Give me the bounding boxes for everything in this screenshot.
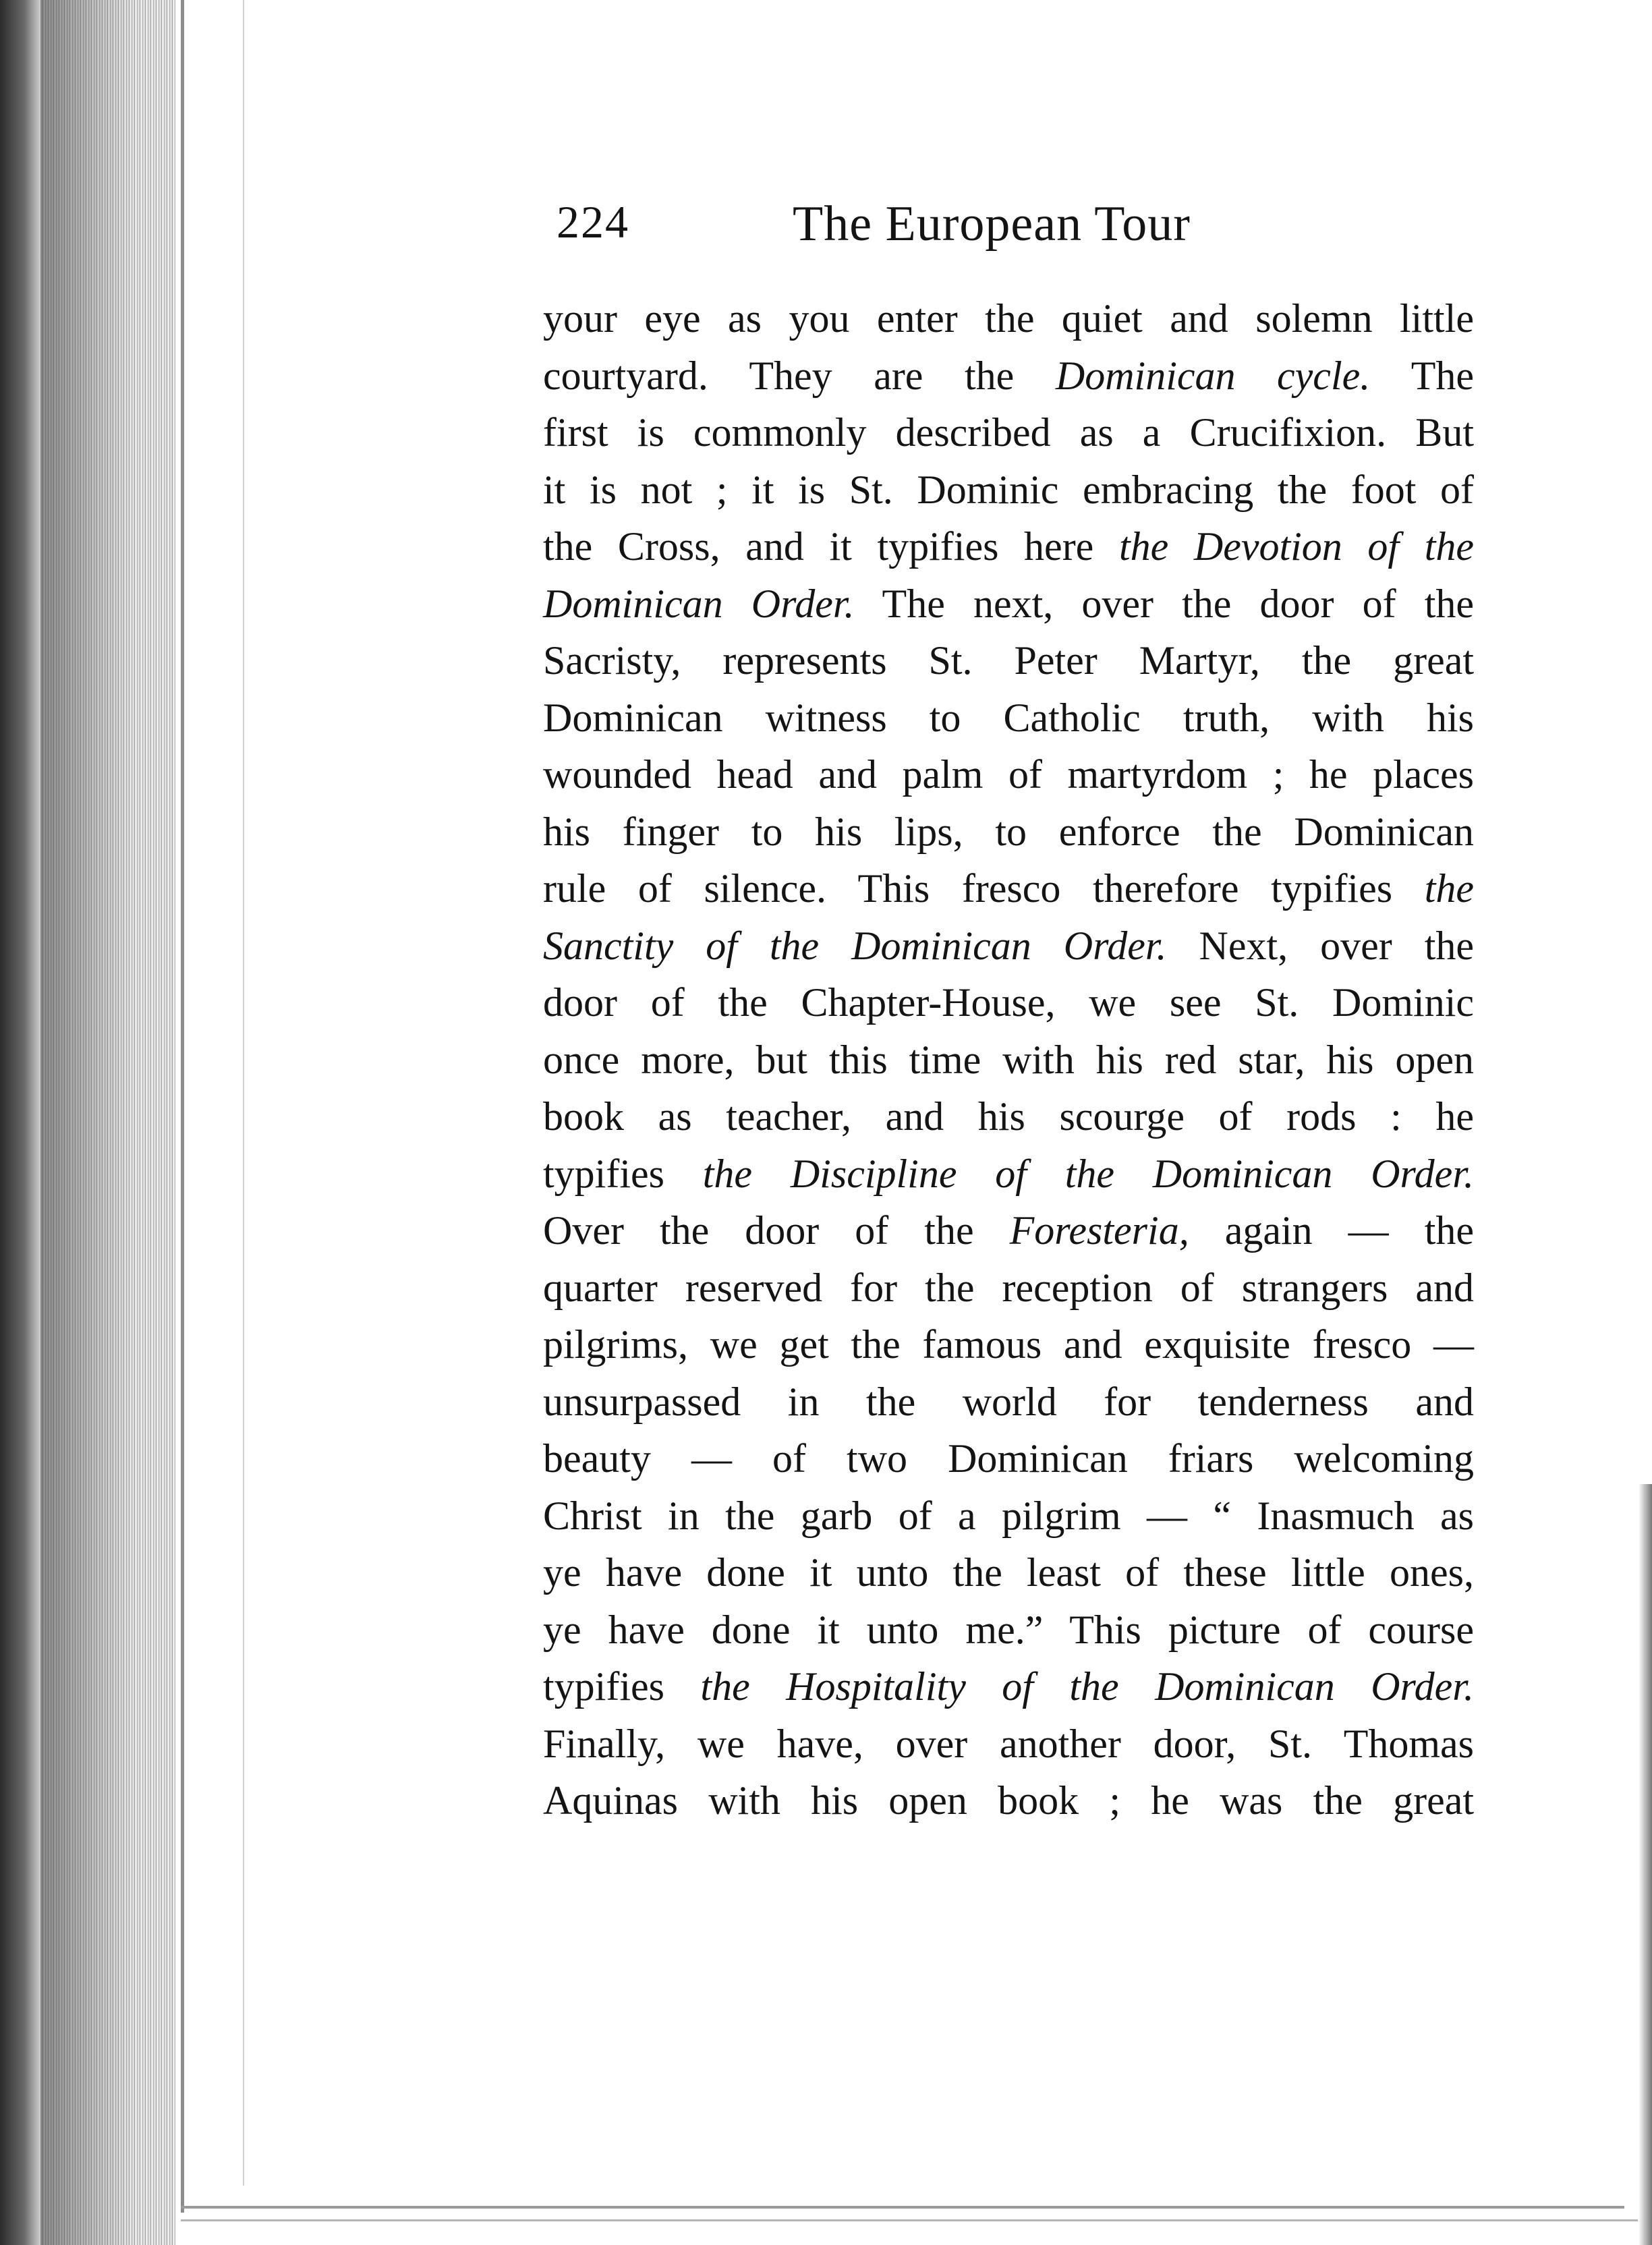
page-number: 224 bbox=[557, 196, 629, 248]
text-line-roman: door of the Chapter-House, we see St. Dominic bbox=[543, 980, 1474, 1025]
text-line-roman: ye have done it unto me.” This picture of course bbox=[543, 1607, 1474, 1652]
text-line-italic: the Devotion of the bbox=[1118, 524, 1475, 569]
text-line-roman: Over the door of the bbox=[543, 1208, 1010, 1253]
text-line-roman-tail: The bbox=[1370, 353, 1475, 398]
text-line-roman: typifies bbox=[543, 1664, 701, 1709]
text-line bbox=[543, 1772, 1474, 1829]
text-line bbox=[543, 518, 1474, 575]
text-line bbox=[543, 404, 1474, 461]
page-edge-bottom bbox=[181, 2206, 1624, 2209]
text-line-roman: beauty — of two Dominican friars welcoming bbox=[543, 1436, 1474, 1481]
text-line-roman: typifies bbox=[543, 1151, 703, 1196]
text-line-italic: Dominican cycle. bbox=[1055, 353, 1371, 398]
text-line bbox=[543, 1430, 1474, 1487]
text-line bbox=[543, 1373, 1474, 1431]
text-line bbox=[543, 917, 1474, 975]
text-line bbox=[543, 1316, 1474, 1373]
page-edge-bottom-outer bbox=[181, 2219, 1638, 2221]
text-line-italic: Foresteria, bbox=[1009, 1208, 1189, 1253]
text-line-roman: Finally, we have, over another door, St. Thomas bbox=[543, 1721, 1474, 1766]
text-line-roman-tail: The next, over the door of the bbox=[854, 581, 1474, 626]
text-line-roman: Dominican witness to Catholic truth, with his bbox=[543, 695, 1474, 740]
text-line bbox=[543, 689, 1474, 747]
text-line-roman-tail: again — the bbox=[1189, 1208, 1474, 1253]
text-line bbox=[543, 1145, 1474, 1203]
text-line-roman: Sacristy, represents St. Peter Martyr, the great bbox=[543, 638, 1474, 683]
text-line-italic: Dominican Order. bbox=[543, 581, 855, 626]
text-line bbox=[543, 347, 1474, 405]
body-text bbox=[519, 290, 1511, 1829]
text-line-roman: Aquinas with his open book ; he was the great bbox=[543, 1778, 1474, 1823]
text-line bbox=[543, 860, 1474, 917]
text-line-roman-tail: Next, over the bbox=[1166, 923, 1475, 968]
text-line bbox=[543, 1031, 1474, 1089]
text-line bbox=[543, 974, 1474, 1031]
text-line bbox=[543, 1601, 1474, 1659]
scan-margin bbox=[0, 0, 40, 2245]
text-line bbox=[543, 290, 1474, 347]
text-line-italic: Sanctity of the Dominican Order. bbox=[543, 923, 1167, 968]
text-line-roman: his finger to his lips, to enforce the Dominican bbox=[543, 809, 1474, 854]
text-line bbox=[543, 1544, 1474, 1601]
text-line bbox=[543, 575, 1474, 633]
text-line-italic: the bbox=[1424, 866, 1474, 911]
text-line bbox=[543, 746, 1474, 803]
text-line-roman: rule of silence. This fresco therefore typifies bbox=[543, 866, 1425, 911]
text-line bbox=[543, 1487, 1474, 1545]
text-line-roman: once more, but this time with his red star, his open bbox=[543, 1037, 1474, 1082]
text-line bbox=[543, 803, 1474, 861]
text-line-roman: first is commonly described as a Crucifixion. But bbox=[543, 410, 1474, 455]
page-edge-left bbox=[181, 0, 184, 2213]
text-page bbox=[519, 189, 1511, 1829]
text-line-roman: it is not ; it is St. Dominic embracing the foot of bbox=[543, 467, 1474, 512]
running-title: The European Tour bbox=[793, 196, 1191, 252]
running-head bbox=[519, 189, 1511, 290]
text-line bbox=[543, 1658, 1474, 1715]
text-line bbox=[543, 1259, 1474, 1317]
text-line-roman: ye have done it unto the least of these little ones, bbox=[543, 1550, 1474, 1595]
text-line-italic: the Discipline of the Dominican Order. bbox=[702, 1151, 1474, 1196]
text-line bbox=[543, 1715, 1474, 1773]
text-line bbox=[543, 1088, 1474, 1145]
text-line-italic: the Hospitality of the Dominican Order. bbox=[700, 1664, 1474, 1709]
text-line-roman: pilgrims, we get the famous and exquisite fresco — bbox=[543, 1322, 1474, 1367]
text-line-roman: wounded head and palm of martyrdom ; he places bbox=[543, 752, 1474, 797]
text-line-roman: Christ in the garb of a pilgrim — “ Inasmuch as bbox=[543, 1493, 1474, 1538]
text-line bbox=[543, 461, 1474, 519]
page-edge-inner bbox=[243, 0, 244, 2186]
text-line-roman: book as teacher, and his scourge of rods : he bbox=[543, 1094, 1474, 1139]
text-line-roman: quarter reserved for the reception of strangers and bbox=[543, 1265, 1474, 1310]
text-line bbox=[543, 632, 1474, 689]
text-line bbox=[543, 1202, 1474, 1259]
fore-edge-shadow bbox=[40, 0, 175, 2245]
text-line-roman: the Cross, and it typifies here bbox=[543, 524, 1119, 569]
text-line-roman: courtyard. They are the bbox=[543, 353, 1056, 398]
right-gutter-shadow bbox=[1639, 1484, 1652, 2245]
text-line-roman: your eye as you enter the quiet and solemn little bbox=[543, 296, 1474, 341]
text-line-roman: unsurpassed in the world for tenderness and bbox=[543, 1379, 1474, 1424]
